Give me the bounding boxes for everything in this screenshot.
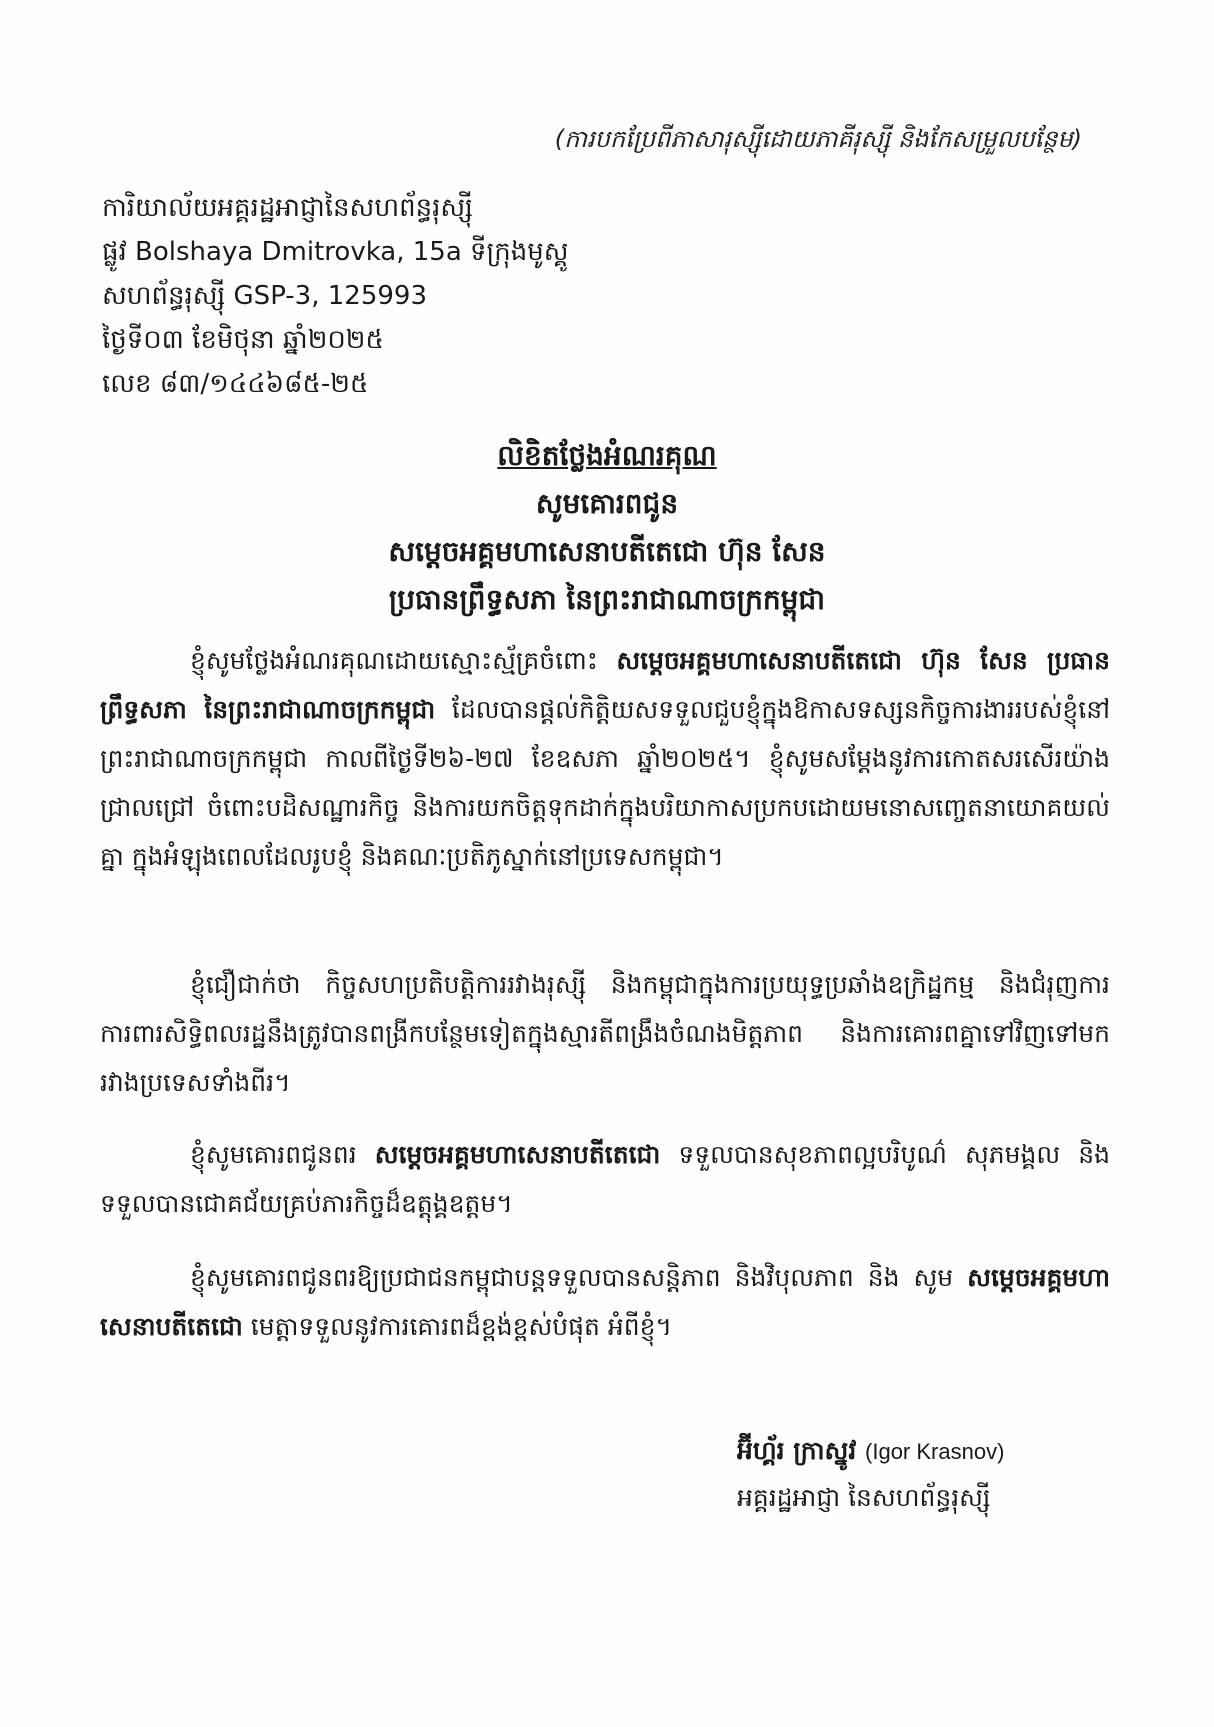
p3-text-a: ខ្ញុំសូមគោរពជូនពរ <box>190 1140 375 1169</box>
p3-recipient-bold: សម្តេចអគ្គមហាសេនាបតីតេជោ <box>374 1140 661 1169</box>
p2-text: ខ្ញុំជឿជាក់ថា កិច្ចសហប្រតិបត្តិការរវាងរុស្ស៊ី និងកម្ពុជាក្នុងការប្រយុទ្ធប្រឆាំងឧក្រិដ្ឋកម្ម និងជំរុញការការពារសិទ្ធិពលរដ្ឋនឹងត្រូវបានពង្រីកបន្ថែមទៀតក្នុងស្មារតីពង្រឹងចំណងមិត្តភាព និងការគោរពគ្នាទៅវិញទៅមករវាងប្រទេសទាំងពីរ។ <box>100 970 1110 1097</box>
p4-text-c: មេត្តាទទួលនូវការគោរពដ៏ខ្ពង់ខ្ពស់បំផុត អំពីខ្ញុំ។ <box>242 1312 672 1341</box>
recipient-name: សម្តេចអគ្គមហាសេនាបតីតេជោ ហ៊ុន សែន <box>388 535 826 568</box>
p1-text-c: ដែលបានផ្តល់កិត្តិយសទទួលជួបខ្ញុំក្នុងឱកាសទស្សនកិច្ចការងាររបស់ខ្ញុំនៅព្រះរាជាណាចក្រកម្ពុជា កាលពីថ្ងៃទី២៦-២៧ ខែឧសភា ឆ្នាំ២០២៥។ ខ្ញុំសូមសម្តែងនូវការកោតសរសើរយ៉ាងជ្រាលជ្រៅ ចំពោះបដិសណ្ឋារកិច្ច និងការយកចិត្តទុកដាក់ក្នុងបរិយាកាសប្រកបដោយមនោសញ្ចេតនាយោគយល់គ្នា ក្នុងអំឡុងពេលដែលរូបខ្ញុំ និងគណៈប្រតិភូស្នាក់នៅប្រទេសកម្ពុជា។ <box>100 695 1111 871</box>
p1-recipient-bold: សម្តេចអគ្គមហាសេនាបតីតេជោ ហ៊ុន សែន ប្រធានព្រឹទ្ធសភា នៃព្រះរាជាណាចក្រកម្ពុជា <box>100 646 1110 724</box>
respect-line: សូមគោរពជូន <box>535 487 679 520</box>
signature-block <box>737 1428 1004 1521</box>
title-block <box>0 432 1214 624</box>
p4-recipient-bold: សម្តេចអគ្គមហាសេនាបតីតេជោ <box>100 1263 1110 1341</box>
signatory-title: អគ្គរដ្ឋអាជ្ញា នៃសហព័ន្ធរុស្ស៊ី <box>737 1483 991 1512</box>
translation-note: (ការបកប្រែពីភាសារុស្ស៊ីដោយភាគីរុស្ស៊ី និងកែសម្រួលបន្ថែម) <box>554 125 1082 153</box>
document-title: លិខិតថ្លែងអំណរគុណ <box>497 439 717 472</box>
recipient-position: ប្រធានព្រឹទ្ធសភា នៃព្រះរាជាណាចក្រកម្ពុជា <box>388 583 826 616</box>
p1-text-a: ខ្ញុំសូមថ្លែងអំណរគុណដោយស្មោះស្ម័គ្រចំពោះ <box>190 646 617 675</box>
p4-text-a: ខ្ញុំសូមគោរពជូនពរឱ្យប្រជាជនកម្ពុជាបន្តទទួលបានសន្តិភាព និងវិបុលភាព និង សូម <box>190 1263 968 1292</box>
signatory-name-khmer: អ៊ីហ្គ័រ ក្រាស្នូវ <box>737 1436 866 1465</box>
paragraph-1 <box>100 636 1110 881</box>
sender-block <box>102 186 569 406</box>
sender-office: ការិយាល័យអគ្គរដ្ឋអាជ្ញានៃសហព័ន្ធរុស្ស៊ី <box>102 193 473 223</box>
letter-date: ថ្ងៃទី០៣ ខែមិថុនា ឆ្នាំ២០២៥ <box>102 325 384 355</box>
p3-text-c: ទទួលបានសុខភាពល្អបរិបូណ៌ សុភមង្គល និងទទួលបានជោគជ័យគ្រប់ភារកិច្ចដ៏ឧត្តុង្គឧត្តម។ <box>100 1140 1110 1218</box>
paragraph-4 <box>100 1253 1110 1351</box>
reference-number: លេខ ៨៣/១៤៤៦៨៥-២៥ <box>102 369 369 399</box>
sender-street: ផ្លូវ Bolshaya Dmitrovka, 15a ទីក្រុងមូស្គូ <box>102 237 569 267</box>
paragraph-2 <box>100 960 1110 1107</box>
sender-postal: សហព័ន្ធរុស្ស៊ី GSP-3, 125993 <box>102 281 427 311</box>
signatory-name-latin: (Igor Krasnov) <box>865 1439 1005 1464</box>
paragraph-3 <box>100 1130 1110 1228</box>
